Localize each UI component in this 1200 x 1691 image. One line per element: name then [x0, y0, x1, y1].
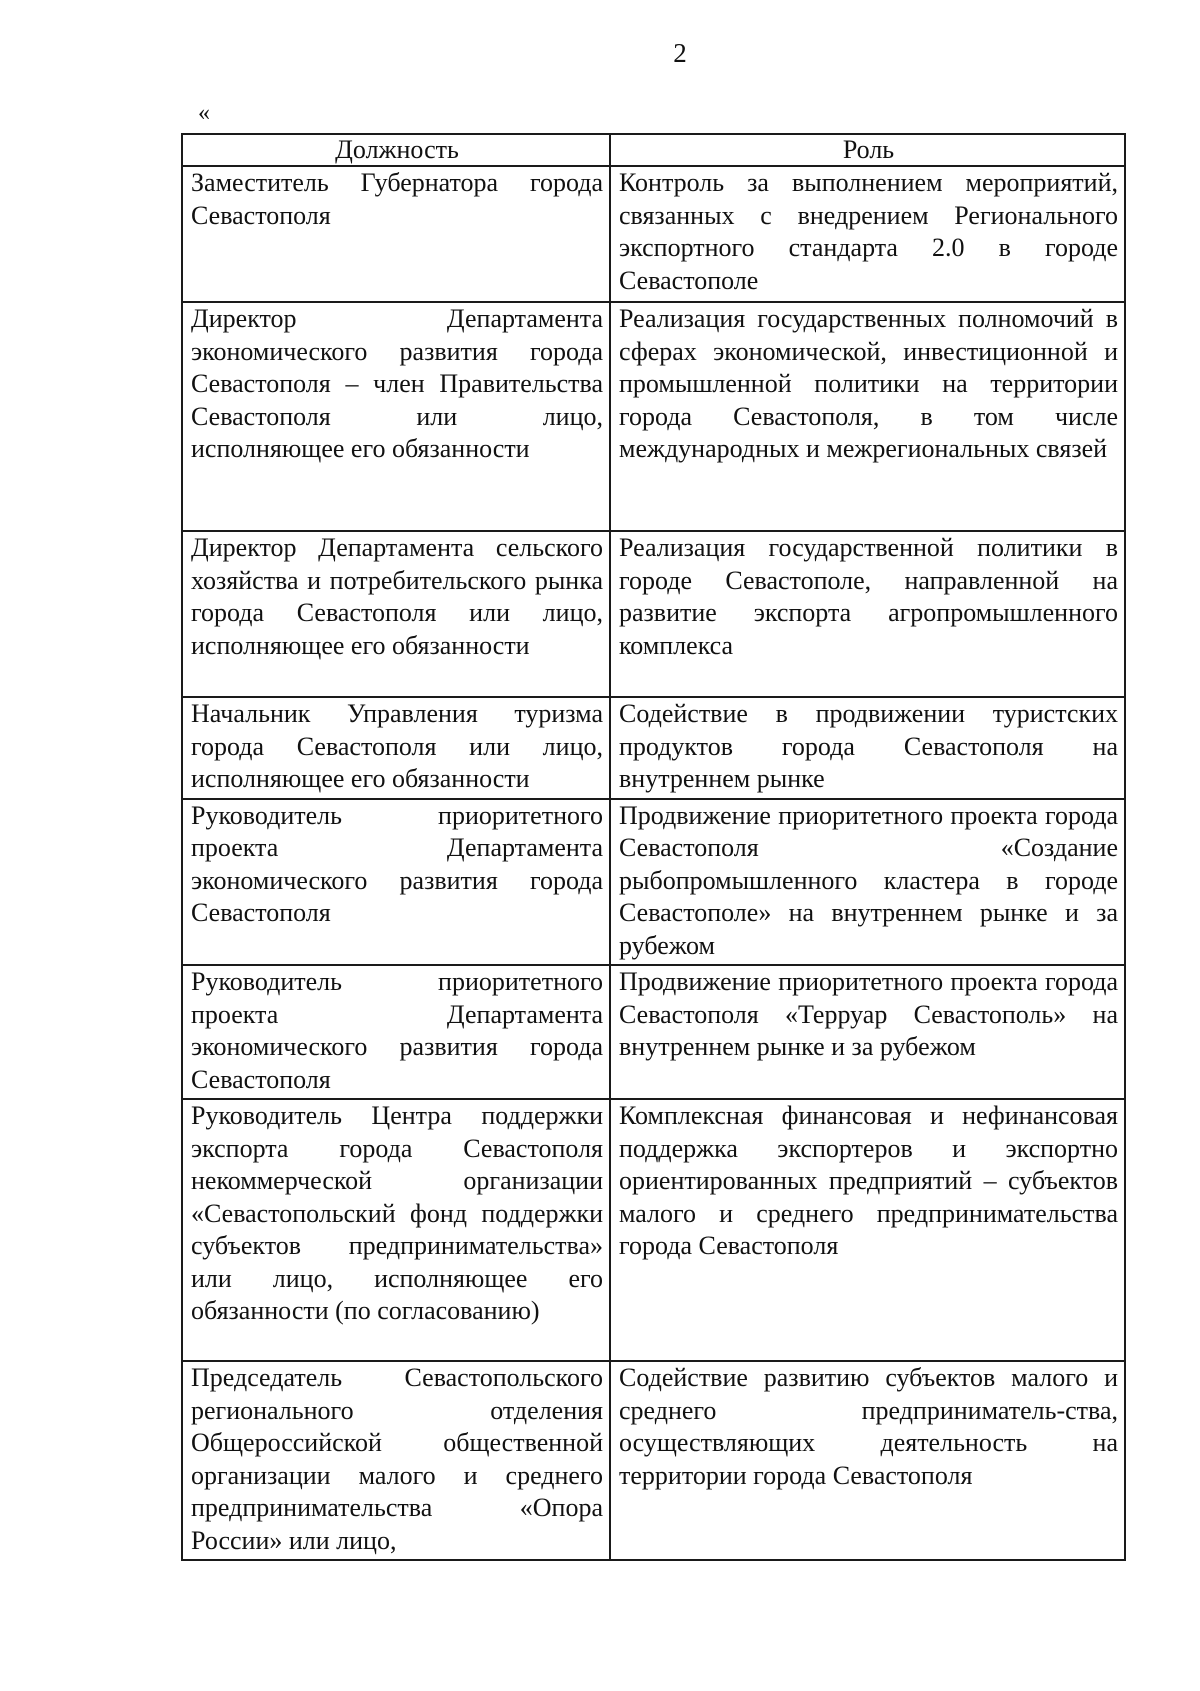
table-row: [182, 302, 1125, 531]
position-cell: Директор Департамента сельского хозяйства и потребительского рынка города Севастополя или лицо, исполняющее его обязанности: [182, 531, 610, 697]
table-row: [182, 1361, 1125, 1560]
table-row: [182, 799, 1125, 966]
header-position: Должность: [182, 134, 610, 166]
role-cell: Реализация государственных полномочий в сферах экономической, инвестиционной и промышленной политики на территории города Севастополя, в том числе международных и межрегиональных связей: [610, 302, 1125, 531]
position-cell: Председатель Севастопольского регионального отделения Общероссийской общественной организации малого и среднего предпринимательства «Опора России» или лицо,: [182, 1361, 610, 1560]
role-cell: Содействие развитию субъектов малого и среднего предприниматель-ства, осуществляющих деятельность на территории города Севастополя: [610, 1361, 1125, 1560]
page-number: 2: [673, 38, 687, 68]
opening-quote-mark: «: [198, 100, 210, 126]
roles-table: [181, 133, 1126, 1561]
position-cell: Руководитель приоритетного проекта Департамента экономического развития города Севастополя: [182, 965, 610, 1099]
position-cell: Руководитель Центра поддержки экспорта города Севастополя некоммерческой организации «Севастопольский фонд поддержки субъектов предпринимательства» или лицо, исполняющее его обязанности (по согласованию): [182, 1099, 610, 1361]
role-cell: Содействие в продвижении туристских продуктов города Севастополя на внутреннем рынке: [610, 697, 1125, 799]
role-cell: Контроль за выполнением мероприятий, связанных с внедрением Регионального экспортного стандарта 2.0 в городе Севастополе: [610, 166, 1125, 302]
table-row: [182, 531, 1125, 697]
table-row: [182, 166, 1125, 302]
position-cell: Руководитель приоритетного проекта Департамента экономического развития города Севастополя: [182, 799, 610, 966]
role-cell: Продвижение приоритетного проекта города Севастополя «Создание рыбопромышленного кластера в городе Севастополе» на внутреннем рынке и за рубежом: [610, 799, 1125, 966]
role-cell: Продвижение приоритетного проекта города Севастополя «Терруар Севастополь» на внутреннем рынке и за рубежом: [610, 965, 1125, 1099]
role-cell: Комплексная финансовая и нефинансовая поддержка экспортеров и экспортно ориентированных предприятий – субъектов малого и среднего предпринимательства города Севастополя: [610, 1099, 1125, 1361]
position-cell: Начальник Управления туризма города Севастополя или лицо, исполняющее его обязанности: [182, 697, 610, 799]
header-role: Роль: [610, 134, 1125, 166]
table-header-row: [182, 134, 1125, 166]
position-cell: Директор Департамента экономического развития города Севастополя – член Правительства Севастополя или лицо, исполняющее его обязанности: [182, 302, 610, 531]
position-cell: Заместитель Губернатора города Севастополя: [182, 166, 610, 302]
table-row: [182, 1099, 1125, 1361]
table-row: [182, 965, 1125, 1099]
role-cell: Реализация государственной политики в городе Севастополе, направленной на развитие экспорта агропромышленного комплекса: [610, 531, 1125, 697]
table-row: [182, 697, 1125, 799]
